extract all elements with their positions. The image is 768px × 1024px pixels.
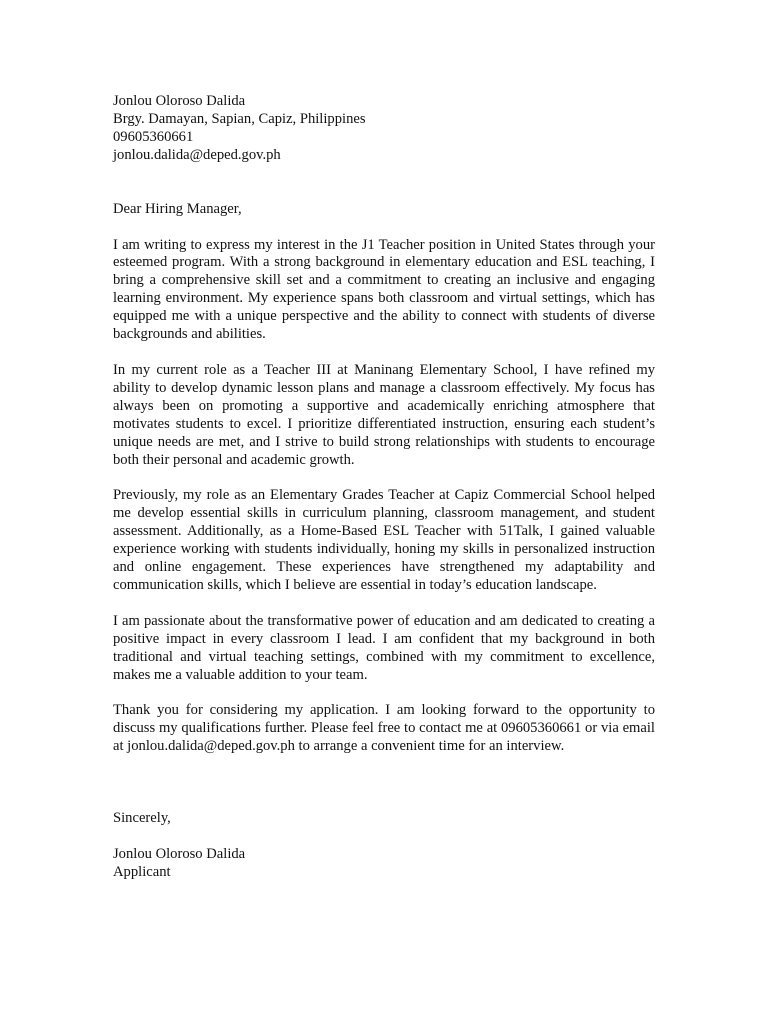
sender-phone: 09605360661: [113, 128, 194, 145]
body-paragraph-4: I am passionate about the transformative power of education and am dedicated to creating a positive impact in every classroom I lead. I am confident that my background in both traditional and virtual teaching settings, combined with my commitment to excellence, makes me a valuable addition to your team.: [113, 612, 655, 683]
salutation: Dear Hiring Manager,: [113, 200, 242, 217]
sender-email: jonlou.dalida@deped.gov.ph: [113, 146, 281, 163]
body-paragraph-5: Thank you for considering my application. I am looking forward to the opportunity to discuss my qualifications further. Please feel free to contact me at 09605360661 or via email at jonlou.dalida@deped.gov.ph to arrange a convenient time for an interview.: [113, 702, 655, 755]
body-paragraph-3: Previously, my role as an Elementary Grades Teacher at Capiz Commercial School helped me develop essential skills in curriculum planning, classroom management, and student assessment. Additionally, as a Home-Based ESL Teacher with 51Talk, I gained valuable experience working with students individually, honing my skills in personalized instruction and online engagement. These experiences have strengthened my adaptability and communication skills, which I believe are essential in today’s education landscape.: [113, 487, 655, 593]
cover-letter: [113, 93, 655, 882]
sender-address: Brgy. Damayan, Sapian, Capiz, Philippines: [113, 110, 366, 127]
sender-block: [113, 93, 655, 165]
signature-title: Applicant: [113, 864, 171, 880]
signature-name: Jonlou Oloroso Dalida: [113, 846, 246, 863]
body-paragraph-1: I am writing to express my interest in the J1 Teacher position in United States through your esteemed program. With a strong background in elementary education and ESL teaching, I bring a comprehensive skill set and a commitment to creating an inclusive and engaging learning environment. My experience spans both classroom and virtual settings, which has equipped me with a unique perspective and the ability to connect with students of diverse backgrounds and abilities.: [113, 236, 655, 343]
closing: Sincerely,: [113, 810, 171, 827]
signature-block: [113, 846, 655, 882]
body-paragraph-2: In my current role as a Teacher III at Maninang Elementary School, I have refined my ability to develop dynamic lesson plans and manage a classroom effectively. My focus has always been on promoting a supportive and academically enriching atmosphere that motivates students to excel. I prioritize differentiated instruction, ensuring each student’s unique needs are met, and I strive to build strong relationships with students to encourage both their personal and academic growth.: [113, 361, 655, 468]
sender-name: Jonlou Oloroso Dalida: [113, 93, 246, 109]
